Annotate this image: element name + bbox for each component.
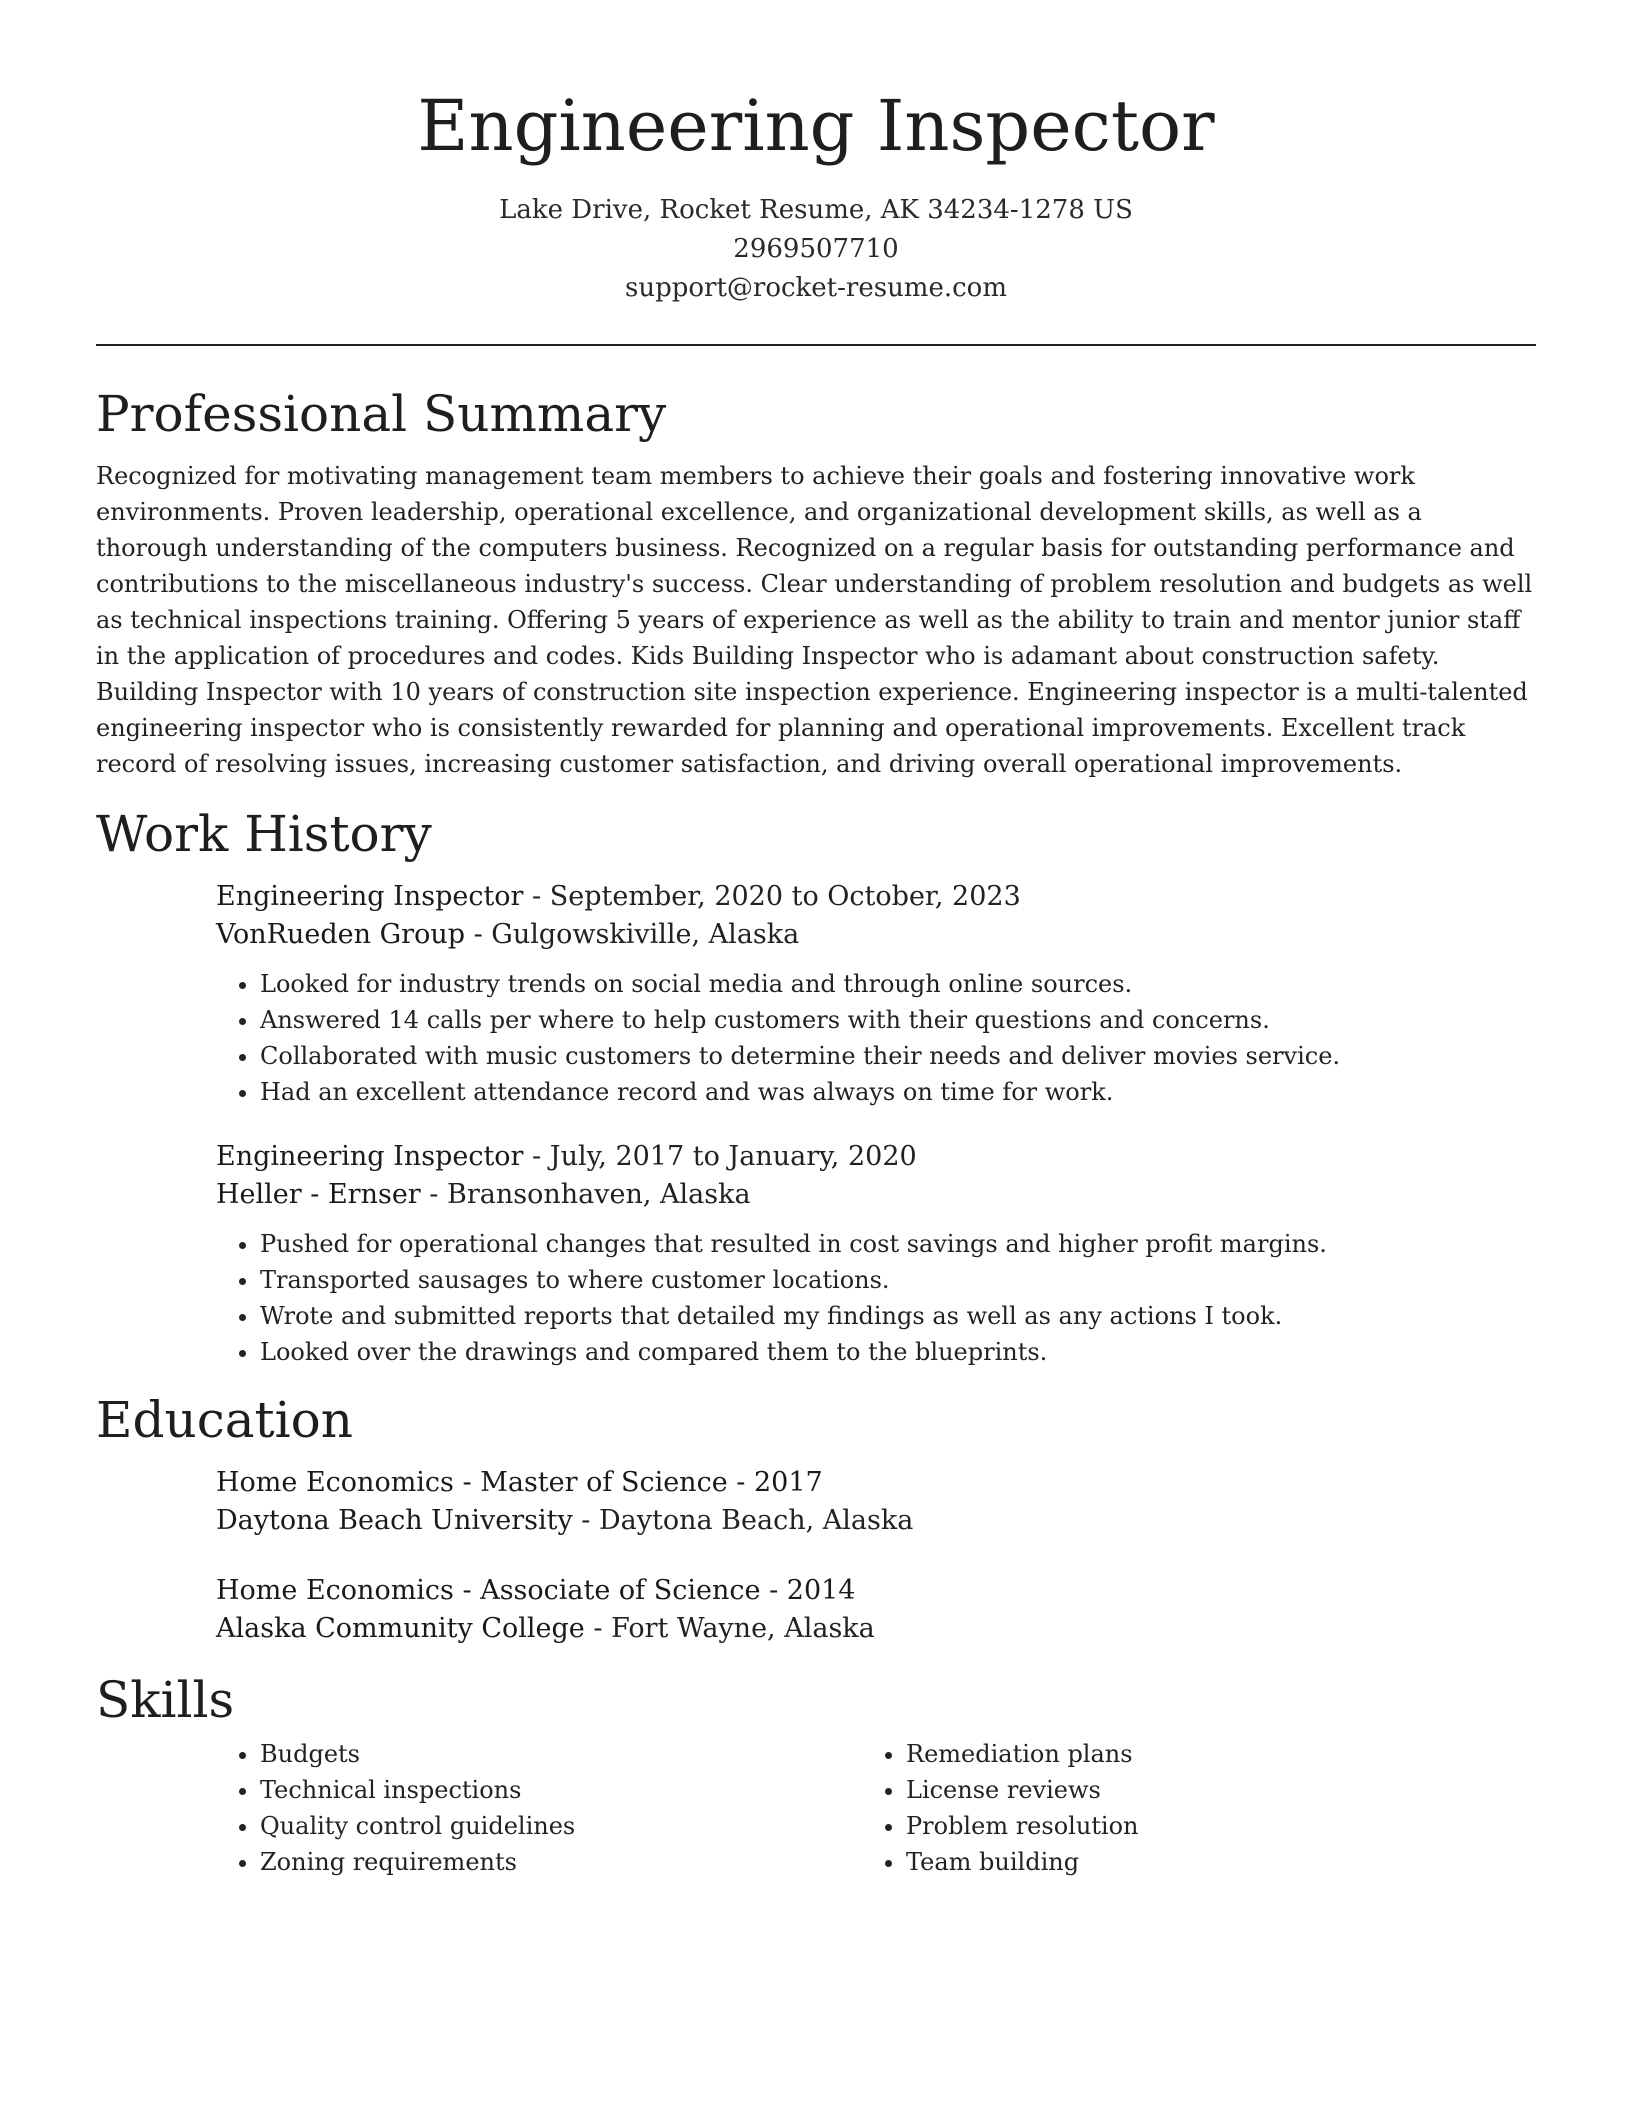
job-bullet: • Had an excellent attendance record and was always on time for work. — [260, 1074, 1536, 1110]
job-title-line — [216, 1138, 1536, 1176]
section-title-work: Work History — [96, 804, 432, 863]
education-school-line — [216, 1610, 1536, 1648]
education-entry — [216, 1464, 1536, 1540]
address: Lake Drive, Rocket Resume, AK 34234-1278 US — [499, 194, 1133, 225]
skill-item: • Zoning requirements — [260, 1844, 862, 1880]
summary-text: Recognized for motivating management team members to achieve their goals and fostering innovative work environments. Proven leadership, operational excellence, and organizational development skills, as well as a thorough understanding of the computers business. Recognized on a regular basis for outstanding performance and contributions to the miscellaneous industry's success. Clear understanding of problem resolution and budgets as well as technical inspections training. Offering 5 years of experience as well as the ability to train and mentor junior staff in the application of procedures and codes. Kids Building Inspector who is adamant about construction safety. Building Inspector with 10 years of construction site inspection experience. Engineering inspector is a multi-talented engineering inspector who is consistently rewarded for planning and operational improvements. Excellent track record of resolving issues, increasing customer satisfaction, and driving overall operational improvements. — [96, 461, 1533, 778]
job-company: Heller - Ernser — [216, 1178, 421, 1210]
job-title-line — [216, 878, 1536, 916]
job-company-line — [216, 1176, 1536, 1214]
skill-item: • Technical inspections — [260, 1772, 862, 1808]
job-location: - Bransonhaven, Alaska — [420, 1178, 751, 1210]
email: support@rocket-resume.com — [624, 272, 1007, 303]
job-role: Engineering Inspector — [216, 1140, 524, 1172]
education-degree: Home Economics - Associate of Science - 2014 — [216, 1574, 856, 1606]
resume-header — [0, 0, 1632, 308]
job-dates: - July, 2017 to January, 2020 — [523, 1140, 917, 1172]
job-role: Engineering Inspector — [216, 880, 524, 912]
education-school: Daytona Beach University — [216, 1504, 573, 1536]
job-location: - Gulgowskiville, Alaska — [465, 918, 800, 950]
job-entry — [216, 878, 1536, 1110]
section-title-summary: Professional Summary — [96, 384, 667, 443]
job-bullets — [216, 966, 1536, 1110]
job-bullet: • Transported sausages to where customer locations. — [260, 1262, 1536, 1298]
job-entry — [216, 1138, 1536, 1370]
phone: 2969507710 — [733, 233, 899, 264]
education-section — [96, 1390, 1536, 1648]
job-bullet: • Answered 14 calls per where to help customers with their questions and concerns. — [260, 1002, 1536, 1038]
job-bullet: • Collaborated with music customers to determine their needs and deliver movies service. — [260, 1038, 1536, 1074]
education-entry — [216, 1572, 1536, 1648]
education-location: - Fort Wayne, Alaska — [584, 1612, 875, 1644]
skill-item: • Quality control guidelines — [260, 1808, 862, 1844]
contact-block — [0, 191, 1632, 308]
header-divider — [96, 344, 1536, 346]
skill-item: • Remediation plans — [906, 1736, 1508, 1772]
job-company: VonRueden Group — [216, 918, 465, 950]
job-dates: - September, 2020 to October, 2023 — [523, 880, 1021, 912]
skills-column-left — [216, 1736, 862, 1880]
education-school: Alaska Community College — [216, 1612, 585, 1644]
job-bullet: • Looked for industry trends on social media and through online sources. — [260, 966, 1536, 1002]
education-school-line — [216, 1502, 1536, 1540]
skills-grid — [216, 1736, 1536, 1880]
section-title-skills: Skills — [96, 1670, 235, 1729]
job-bullet: • Looked over the drawings and compared them to the blueprints. — [260, 1334, 1536, 1370]
skill-item: • Problem resolution — [906, 1808, 1508, 1844]
job-bullet: • Wrote and submitted reports that detailed my findings as well as any actions I took. — [260, 1298, 1536, 1334]
skill-item: • License reviews — [906, 1772, 1508, 1808]
work-section — [96, 804, 1536, 1370]
summary-section — [96, 384, 1536, 782]
education-degree: Home Economics - Master of Science - 2017 — [216, 1466, 823, 1498]
job-bullets — [216, 1226, 1536, 1370]
section-title-education: Education — [96, 1390, 353, 1449]
skill-item: • Team building — [906, 1844, 1508, 1880]
skill-item: • Budgets — [260, 1736, 862, 1772]
job-bullet: • Pushed for operational changes that resulted in cost savings and higher profit margins. — [260, 1226, 1536, 1262]
skills-column-right — [862, 1736, 1508, 1880]
job-company-line — [216, 916, 1536, 954]
skills-list — [216, 1736, 862, 1880]
skills-section — [96, 1670, 1536, 1880]
education-location: - Daytona Beach, Alaska — [572, 1504, 914, 1536]
candidate-name: Engineering Inspector — [417, 85, 1215, 167]
skills-list — [862, 1736, 1508, 1880]
